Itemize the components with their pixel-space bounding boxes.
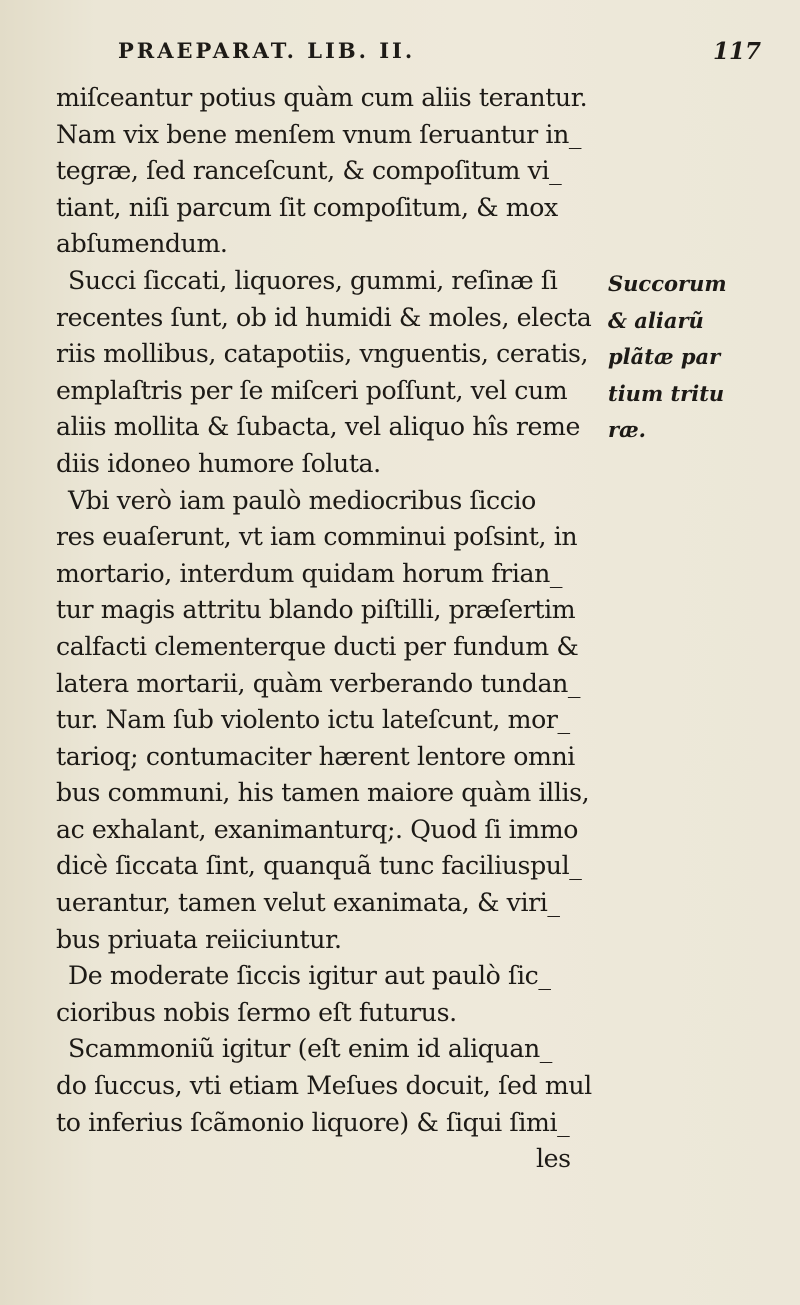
- text-line: Vbi verò iam paulò mediocribus ſiccio: [68, 485, 536, 515]
- text-line: miſceantur potius quàm cum aliis terantur.: [56, 83, 588, 112]
- text-line: tarioq; contumaciter hærent lentore omni: [56, 741, 575, 771]
- margin-note-line: plãtæ par: [608, 344, 721, 370]
- text-line: emplaſtris per ſe miſceri poſſunt, vel cum: [56, 375, 568, 405]
- text-line: tur. Nam ſub violento ictu lateſcunt, mor_: [56, 705, 570, 735]
- text-line: bus priuata reiiciuntur.: [56, 924, 342, 954]
- text-line: to inferius ſcãmonio liquore) & ſiqui ſimi_: [56, 1107, 570, 1137]
- page-header: [0, 38, 800, 72]
- text-line: cioribus nobis ſermo eſt futurus.: [56, 997, 457, 1027]
- text-line: riis mollibus, catapotiis, vnguentis, ceratis,: [56, 339, 589, 369]
- text-line: Succi ſiccati, liquores, gummi, reſinæ ſi: [68, 265, 558, 295]
- text-line: latera mortarii, quàm verberando tundan_: [56, 668, 581, 698]
- text-line: uerantur, tamen velut exanimata, & viri_: [56, 888, 560, 918]
- body-text: [56, 80, 601, 1178]
- text-line: do ſuccus, vti etiam Meſues docuit, ſed mul: [56, 1071, 592, 1101]
- text-line: calfacti clementerque ducti per fundum &: [56, 631, 579, 661]
- text-line: recentes ſunt, ob id humidi & moles, electa: [56, 302, 592, 332]
- text-line: tiant, niſi parcum ſit compoſitum, & mox: [56, 192, 558, 222]
- text-line: Scammoniũ igitur (eſt enim id aliquan_: [68, 1034, 552, 1064]
- running-head: PRAEPARAT. LIB. II.: [118, 38, 416, 63]
- text-line: De moderate ſiccis igitur aut paulò ſic_: [68, 961, 551, 991]
- text-line: Nam vix bene menſem vnum ſeruantur in_: [56, 119, 582, 149]
- margin-note: [608, 266, 798, 449]
- text-line: bus communi, his tamen maiore quàm illis,: [56, 778, 590, 808]
- page-number: 117: [713, 38, 762, 65]
- text-line: ac exhalant, exanimanturq;. Quod ſi immo: [56, 814, 578, 844]
- text-line: res euaſerunt, vt iam comminui poſsint, in: [56, 522, 578, 552]
- margin-note-line: Succorum: [608, 271, 727, 296]
- text-line: abſumendum.: [56, 229, 228, 259]
- margin-note-line: & aliarũ: [608, 307, 704, 333]
- margin-note-line: tium tritu: [608, 380, 725, 406]
- text-line: diis idoneo humore ſoluta.: [56, 448, 381, 478]
- text-line: aliis mollita & ſubacta, vel aliquo hîs reme: [56, 412, 581, 442]
- text-line: mortario, interdum quidam horum frian_: [56, 558, 563, 588]
- margin-note-line: ræ.: [608, 417, 646, 443]
- catchword: les: [536, 1144, 571, 1174]
- text-line: tur magis attritu blando piſtilli, præſertim: [56, 595, 576, 625]
- text-line: tegræ, ſed ranceſcunt, & compoſitum vi_: [56, 156, 562, 186]
- text-line: dicè ſiccata ſint, quanquã tunc faciliuspul_: [56, 851, 582, 881]
